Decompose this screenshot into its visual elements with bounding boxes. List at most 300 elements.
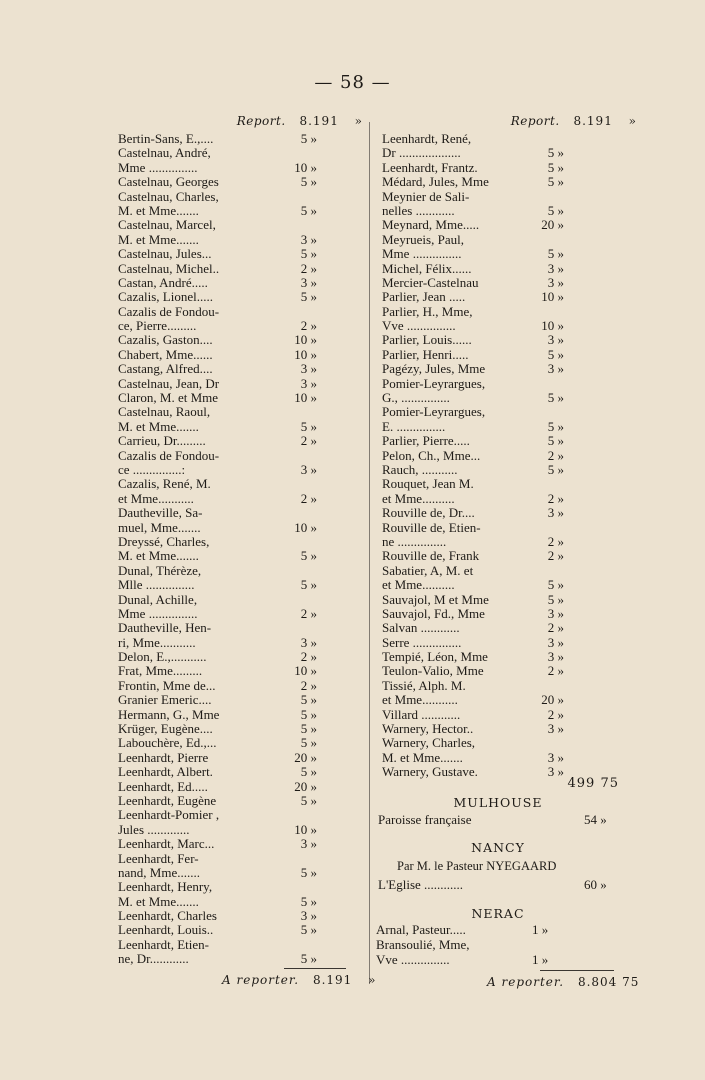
entry-amount: 3 » <box>547 749 564 765</box>
left-footer-rule <box>284 968 346 969</box>
entry-name: et Mme........... <box>118 490 194 506</box>
entry-name: M. et Mme....... <box>382 749 463 765</box>
list-item <box>112 132 362 146</box>
right-footer-rule <box>540 970 614 971</box>
right-report-label: Report. <box>510 114 560 128</box>
entry-amount: 5 » <box>300 735 317 751</box>
entry-amount: 5 » <box>300 764 317 780</box>
entry-name: ne, Dr............ <box>118 951 189 967</box>
entry-name: Leenhardt, René, <box>382 131 472 146</box>
entry-name: Mme ............... <box>118 605 198 621</box>
entry-name: Parlier, H., Mme, <box>382 303 473 319</box>
entry-name: M. et Mme....... <box>118 202 199 218</box>
entry-amount: 2 » <box>300 433 317 449</box>
entry-name: Cazalis de Fondou- <box>118 447 220 463</box>
left-column <box>112 114 362 967</box>
list-item <box>112 204 362 218</box>
entry-amount: 2 » <box>547 490 564 506</box>
list-item <box>376 578 636 592</box>
entry-name: Rouquet, Jean M. <box>382 476 474 492</box>
list-item <box>376 161 636 175</box>
entry-amount: 5 » <box>300 864 317 880</box>
entry-amount: 5 » <box>300 922 317 938</box>
nerac-entry-amount: 1 » <box>532 952 549 967</box>
left-report-amount: 8.191 <box>299 114 339 128</box>
list-item <box>376 463 636 477</box>
entry-amount: 5 » <box>547 433 564 449</box>
entry-amount: 5 » <box>547 202 564 218</box>
list-item <box>112 938 362 952</box>
list-item <box>112 463 362 477</box>
entry-amount: 20 » <box>294 778 317 794</box>
list-item <box>376 751 636 765</box>
list-item <box>376 607 636 621</box>
list-item <box>376 319 636 333</box>
entry-name: Parlier, Jean ..... <box>382 289 466 305</box>
entry-amount: 5 » <box>300 706 317 722</box>
entry-name: Hermann, G., Mme <box>118 706 220 722</box>
list-item <box>112 578 362 592</box>
left-report-mark: » <box>354 114 362 128</box>
right-column <box>376 114 636 780</box>
list-item <box>112 190 362 204</box>
entry-name: Parlier, Louis...... <box>382 332 472 348</box>
right-footer-amount: 8.804 75 <box>577 975 640 989</box>
entry-name: Tempié, Léon, Mme <box>382 649 488 665</box>
list-item <box>112 247 362 261</box>
list-item <box>112 262 362 276</box>
list-item <box>112 909 362 923</box>
nancy-line: L'Eglise ............ <box>378 877 464 892</box>
entry-amount: 2 » <box>300 649 317 665</box>
entry-name: Mme ............... <box>382 246 462 262</box>
nerac-entry-name: Vve ............... <box>376 952 450 967</box>
entry-amount: 5 » <box>547 418 564 434</box>
list-item <box>112 621 362 635</box>
page-number: — 58 — <box>314 72 391 93</box>
entry-name: M. et Mme....... <box>118 231 199 247</box>
right-report-amount: 8.191 <box>573 114 613 128</box>
entry-name: Castelnau, André, <box>118 145 211 161</box>
left-footer-amount: 8.191 <box>312 973 353 987</box>
list-item <box>112 549 362 563</box>
entry-name: ne ............... <box>382 533 447 549</box>
list-item <box>376 420 636 434</box>
entry-name: Dautheville, Hen- <box>118 620 212 636</box>
section-title-mulhouse: MULHOUSE <box>453 795 543 810</box>
list-item <box>112 837 362 851</box>
list-item <box>112 233 362 247</box>
entry-name: Michel, Félix...... <box>382 260 472 276</box>
entry-name: Médard, Jules, Mme <box>382 174 489 190</box>
entry-amount: 5 » <box>547 174 564 190</box>
list-item <box>376 348 636 362</box>
entry-name: Leenhardt, Etien- <box>118 936 209 952</box>
entry-amount: 5 » <box>300 792 317 808</box>
entry-amount: 10 » <box>294 663 317 679</box>
entry-amount: 5 » <box>300 893 317 909</box>
entry-amount: 3 » <box>547 649 564 665</box>
entry-name: Leenhardt, Pierre <box>118 749 209 765</box>
list-item <box>376 621 636 635</box>
entry-name: Rauch, ........... <box>382 461 458 477</box>
entry-name: Leenhardt, Fer- <box>118 850 199 866</box>
entry-name: Castelnau, Georges <box>118 174 219 190</box>
column-divider <box>369 122 370 984</box>
list-item <box>112 765 362 779</box>
entry-name: Castang, Alfred.... <box>118 361 213 377</box>
list-item <box>112 506 362 520</box>
list-item <box>112 218 362 232</box>
entry-amount: 5 » <box>300 202 317 218</box>
entry-amount: 5 » <box>300 418 317 434</box>
list-item <box>376 593 636 607</box>
entry-name: Cazalis, René, M. <box>118 476 211 492</box>
entry-name: Cazalis, Lionel..... <box>118 289 213 305</box>
list-item <box>376 564 636 578</box>
list-item <box>376 218 636 232</box>
list-item <box>112 650 362 664</box>
entry-name: Castelnau, Jean, Dr <box>118 375 220 391</box>
list-item <box>112 866 362 880</box>
list-item <box>112 952 362 966</box>
list-item <box>376 391 636 405</box>
entry-name: Castan, André..... <box>118 274 208 290</box>
entry-name: Frontin, Mme de... <box>118 677 216 693</box>
entry-name: G., ............... <box>382 390 450 406</box>
entry-name: Jules ............. <box>118 821 190 837</box>
entry-amount: 5 » <box>300 246 317 262</box>
entry-name: Serre ............... <box>382 634 462 650</box>
entry-amount: 5 » <box>547 591 564 607</box>
list-item <box>376 146 636 160</box>
list-item <box>376 305 636 319</box>
entry-name: ce ...............: <box>118 461 186 477</box>
entry-amount: 3 » <box>547 505 564 521</box>
list-item <box>376 204 636 218</box>
entry-name: Rouville de, Etien- <box>382 519 481 535</box>
entry-amount: 2 » <box>547 548 564 564</box>
entry-amount: 5 » <box>547 246 564 262</box>
left-report-label: Report. <box>236 114 286 128</box>
list-item <box>112 146 362 160</box>
entry-name: muel, Mme....... <box>118 519 201 535</box>
entry-amount: 2 » <box>300 260 317 276</box>
list-item <box>376 722 636 736</box>
list-item <box>112 521 362 535</box>
list-item <box>376 650 636 664</box>
entry-name: Meynard, Mme..... <box>382 217 480 233</box>
entry-name: et Mme.......... <box>382 490 455 506</box>
entry-amount: 5 » <box>547 145 564 161</box>
entry-amount: 5 » <box>300 721 317 737</box>
entry-amount: 3 » <box>300 908 317 924</box>
entry-name: ce, Pierre......... <box>118 318 197 334</box>
entry-name: Leenhardt, Henry, <box>118 879 213 895</box>
list-item <box>112 434 362 448</box>
list-item <box>112 693 362 707</box>
entry-name: Teulon-Valio, Mme <box>382 663 484 679</box>
entry-name: Warnery, Charles, <box>382 735 476 751</box>
entry-name: Parlier, Pierre..... <box>382 433 470 449</box>
list-item <box>112 535 362 549</box>
list-item <box>376 434 636 448</box>
list-item <box>112 362 362 376</box>
list-item <box>376 664 636 678</box>
entry-amount: 2 » <box>547 533 564 549</box>
entry-amount: 5 » <box>300 951 317 967</box>
entry-amount: 10 » <box>294 332 317 348</box>
entry-name: et Mme........... <box>382 692 458 708</box>
entry-amount: 3 » <box>547 605 564 621</box>
list-item <box>112 808 362 822</box>
entry-amount: 10 » <box>294 346 317 362</box>
list-item <box>112 880 362 894</box>
entry-amount: 3 » <box>547 361 564 377</box>
list-item <box>376 679 636 693</box>
list-item <box>112 607 362 621</box>
entry-name: Pelon, Ch., Mme... <box>382 447 481 463</box>
entry-name: Castelnau, Charles, <box>118 188 219 204</box>
list-item <box>112 923 362 937</box>
list-item <box>376 535 636 549</box>
entry-name: Delon, E.,........... <box>118 649 207 665</box>
list-item <box>112 492 362 506</box>
entry-name: et Mme.......... <box>382 577 455 593</box>
list-item <box>376 262 636 276</box>
list-item <box>376 736 636 750</box>
entry-name: Meyrueis, Paul, <box>382 231 464 247</box>
section-title-nancy: NANCY <box>471 840 525 855</box>
entry-amount: 3 » <box>547 274 564 290</box>
entry-name: Cazalis, Gaston.... <box>118 332 213 348</box>
entry-name: Sauvajol, Fd., Mme <box>382 605 485 621</box>
list-item <box>376 405 636 419</box>
entry-amount: 3 » <box>300 274 317 290</box>
entry-name: M. et Mme....... <box>118 548 199 564</box>
entry-amount: 10 » <box>294 159 317 175</box>
entry-name: Granier Emeric.... <box>118 692 212 708</box>
list-item <box>112 736 362 750</box>
list-item <box>112 449 362 463</box>
list-item <box>112 405 362 419</box>
entry-name: Claron, M. et Mme <box>118 390 219 406</box>
list-item <box>112 751 362 765</box>
entry-amount: 10 » <box>294 390 317 406</box>
entry-name: Sauvajol, M et Mme <box>382 591 489 607</box>
entry-name: Dreyssé, Charles, <box>118 533 210 549</box>
nancy-amount: 60 » <box>584 877 607 892</box>
entry-amount: 3 » <box>300 634 317 650</box>
list-item <box>112 722 362 736</box>
list-item <box>112 175 362 189</box>
entry-name: Frat, Mme......... <box>118 663 203 679</box>
nerac-entry-name: Arnal, Pasteur..... <box>376 922 466 937</box>
entry-name: nand, Mme....... <box>118 864 200 880</box>
right-footer-label: A reporter. <box>487 975 565 989</box>
list-item <box>376 492 636 506</box>
nerac-entry-amount: 1 » <box>532 922 549 937</box>
entry-name: Vve ............... <box>382 318 456 334</box>
list-item <box>112 708 362 722</box>
entry-amount: 5 » <box>300 548 317 564</box>
entry-name: Sabatier, A, M. et <box>382 562 474 578</box>
entry-name: Chabert, Mme...... <box>118 346 213 362</box>
entry-amount: 5 » <box>300 131 317 146</box>
entry-name: Cazalis de Fondou- <box>118 303 220 319</box>
entry-amount: 5 » <box>547 390 564 406</box>
entry-amount: 5 » <box>300 174 317 190</box>
entry-amount: 2 » <box>300 605 317 621</box>
entry-name: Leenhardt, Charles <box>118 908 217 924</box>
entry-amount: 5 » <box>300 577 317 593</box>
entry-name: Villard ............ <box>382 706 461 722</box>
entry-name: Dautheville, Sa- <box>118 505 203 521</box>
right-report-line <box>376 114 636 132</box>
entry-amount: 2 » <box>300 490 317 506</box>
entry-name: Leenhardt, Ed..... <box>118 778 208 794</box>
list-item <box>112 636 362 650</box>
entry-name: Rouville de, Frank <box>382 548 480 564</box>
list-item <box>112 348 362 362</box>
entry-name: Castelnau, Raoul, <box>118 404 211 420</box>
list-item <box>376 247 636 261</box>
entry-amount: 10 » <box>294 519 317 535</box>
entry-name: Carrieu, Dr......... <box>118 433 206 449</box>
entry-amount: 2 » <box>547 447 564 463</box>
entry-name: Pomier-Leyrargues, <box>382 375 486 391</box>
list-item <box>376 708 636 722</box>
entry-amount: 5 » <box>547 159 564 175</box>
list-item <box>112 333 362 347</box>
list-item <box>112 564 362 578</box>
list-item <box>376 132 636 146</box>
list-item <box>376 521 636 535</box>
list-item <box>112 794 362 808</box>
entry-name: Dunal, Thérèze, <box>118 562 202 578</box>
entry-amount: 3 » <box>547 332 564 348</box>
entry-name: M. et Mme....... <box>118 418 199 434</box>
entry-name: Warnery, Gustave. <box>382 764 478 780</box>
list-item <box>112 391 362 405</box>
entry-amount: 3 » <box>547 634 564 650</box>
entry-amount: 3 » <box>300 231 317 247</box>
list-item <box>112 852 362 866</box>
entry-name: Castelnau, Jules... <box>118 246 212 262</box>
entry-name: Leenhardt, Louis.. <box>118 922 214 938</box>
entry-name: Castelnau, Michel.. <box>118 260 220 276</box>
entry-amount: 5 » <box>300 289 317 305</box>
list-item <box>376 636 636 650</box>
entry-amount: 20 » <box>294 749 317 765</box>
left-report-line <box>112 114 362 132</box>
entry-amount: 2 » <box>300 677 317 693</box>
list-item <box>376 477 636 491</box>
entry-amount: 3 » <box>547 721 564 737</box>
entry-name: Krüger, Eugène.... <box>118 721 213 737</box>
list-item <box>112 290 362 304</box>
list-item <box>376 190 636 204</box>
entry-name: Mlle ............... <box>118 577 195 593</box>
entry-amount: 3 » <box>547 764 564 780</box>
entry-name: Tissié, Alph. M. <box>382 677 466 693</box>
right-report-mark: » <box>628 114 636 128</box>
entry-amount: 3 » <box>300 361 317 377</box>
entry-amount: 20 » <box>541 217 564 233</box>
nancy-pastor-line: Par M. le Pasteur NYEGAARD <box>397 859 557 873</box>
entry-name: Mercier-Castelnau <box>382 274 479 290</box>
entry-name: Castelnau, Marcel, <box>118 217 216 233</box>
right-entries <box>376 132 636 780</box>
list-item <box>112 420 362 434</box>
list-item <box>376 362 636 376</box>
entry-amount: 20 » <box>541 692 564 708</box>
list-item <box>112 593 362 607</box>
entry-name: M. et Mme....... <box>118 893 199 909</box>
list-item <box>112 276 362 290</box>
entry-amount: 5 » <box>300 692 317 708</box>
entry-name: Leenhardt, Marc... <box>118 836 215 852</box>
entry-name: Mme ............... <box>118 159 198 175</box>
left-footer-mark: » <box>368 973 376 987</box>
list-item <box>376 175 636 189</box>
entry-amount: 2 » <box>547 706 564 722</box>
right-footer <box>487 975 639 989</box>
nerac-entry-name: Bransoulié, Mme, <box>376 937 470 952</box>
entry-amount: 5 » <box>547 346 564 362</box>
entry-name: nelles ............ <box>382 202 455 218</box>
entry-amount: 2 » <box>547 663 564 679</box>
left-footer-label: A reporter. <box>222 973 300 987</box>
entry-name: Labouchère, Ed.,... <box>118 735 217 751</box>
mulhouse-line: Paroisse française <box>378 812 472 827</box>
list-item <box>112 319 362 333</box>
list-item <box>112 161 362 175</box>
list-item <box>112 823 362 837</box>
entry-name: Salvan ............ <box>382 620 460 636</box>
entry-name: Meynier de Sali- <box>382 188 470 204</box>
entry-amount: 3 » <box>300 375 317 391</box>
entry-name: Parlier, Henri..... <box>382 346 469 362</box>
entry-amount: 2 » <box>547 620 564 636</box>
entry-amount: 10 » <box>294 821 317 837</box>
entry-amount: 5 » <box>547 461 564 477</box>
list-item <box>376 333 636 347</box>
entry-amount: 3 » <box>547 260 564 276</box>
list-item <box>376 276 636 290</box>
left-footer <box>222 973 375 987</box>
entry-name: Pomier-Leyrargues, <box>382 404 486 420</box>
list-item <box>376 233 636 247</box>
list-item <box>376 506 636 520</box>
entry-name: Dr ................... <box>382 145 461 161</box>
entry-name: Warnery, Hector.. <box>382 721 474 737</box>
entry-name: Leenhardt, Eugène <box>118 792 217 808</box>
list-item <box>376 693 636 707</box>
entry-name: Leenhardt, Frantz. <box>382 159 478 175</box>
entry-name: Rouville de, Dr.... <box>382 505 475 521</box>
list-item <box>112 305 362 319</box>
subtotal: 499 75 <box>567 776 619 791</box>
entry-name: Leenhardt-Pomier , <box>118 807 220 823</box>
entry-name: Bertin-Sans, E.,.... <box>118 131 214 146</box>
entry-amount: 2 » <box>300 318 317 334</box>
list-item <box>376 290 636 304</box>
entry-name: Dunal, Achille, <box>118 591 198 607</box>
entry-amount: 3 » <box>300 461 317 477</box>
list-item <box>112 664 362 678</box>
entry-amount: 5 » <box>547 577 564 593</box>
